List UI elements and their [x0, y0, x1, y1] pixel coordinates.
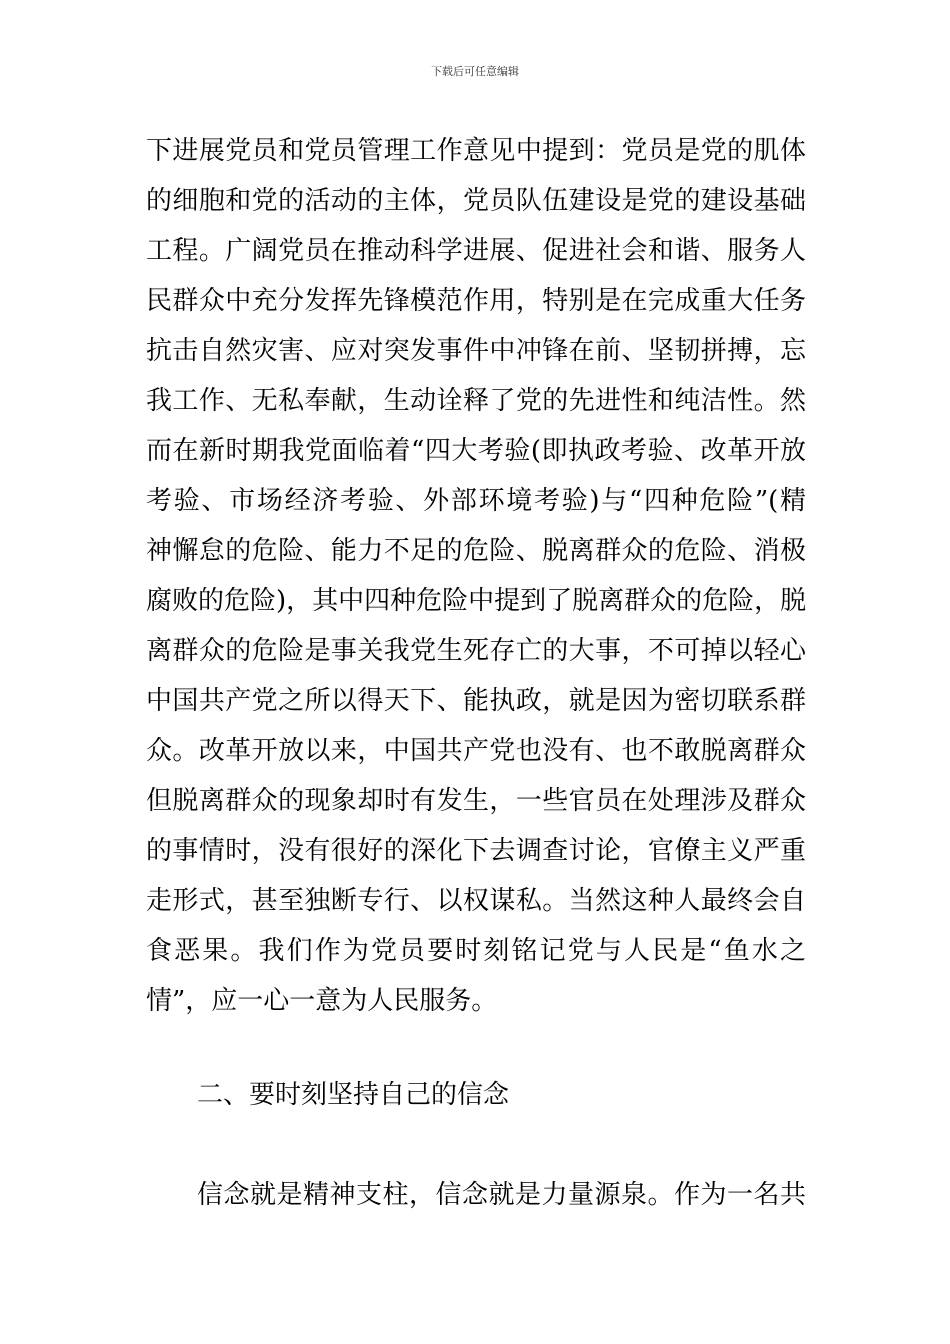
- text-line: 抗击自然灾害、应对突发事件中冲锋在前、坚韧拼搏，忘: [146, 336, 806, 366]
- section-heading: 二、要时刻坚持自己的信念: [197, 1080, 510, 1110]
- text-line: 中国共产党之所以得天下、能执政，就是因为密切联系群: [146, 686, 806, 716]
- text-line: 情”，应一心一意为人民服务。: [146, 986, 498, 1016]
- text-line: 工程。广阔党员在推动科学进展、促进社会和谐、服务人: [146, 236, 806, 266]
- text-line: 但脱离群众的现象却时有发生，一些官员在处理涉及群众: [146, 786, 806, 816]
- text-line: 而在新时期我党面临着“四大考验(即执政考验、改革开放: [146, 436, 806, 466]
- paragraph-2: [197, 1170, 806, 1220]
- text-line: 考验、市场经济考验、外部环境考验)与“四种危险”(精: [146, 486, 806, 516]
- text-line: 走形式，甚至独断专行、以权谋私。当然这种人最终会自: [146, 886, 806, 916]
- page-header: 下载后可任意编辑: [431, 65, 519, 78]
- text-line: 神懈怠的危险、能力不足的危险、脱离群众的危险、消极: [146, 536, 806, 566]
- text-line: 众。改革开放以来，中国共产党也没有、也不敢脱离群众: [146, 736, 806, 766]
- text-line: 下进展党员和党员管理工作意见中提到：党员是党的肌体: [146, 136, 806, 166]
- text-line: 信念就是精神支柱，信念就是力量源泉。作为一名共: [197, 1180, 806, 1210]
- text-line: 我工作、无私奉献，生动诠释了党的先进性和纯洁性。然: [146, 386, 806, 416]
- text-line: 的细胞和党的活动的主体，党员队伍建设是党的建设基础: [146, 186, 806, 216]
- text-line: 腐败的危险)，其中四种危险中提到了脱离群众的危险，脱: [146, 586, 806, 616]
- text-line: 食恶果。我们作为党员要时刻铭记党与人民是“鱼水之: [146, 936, 806, 966]
- text-line: 的事情时，没有很好的深化下去调查讨论，官僚主义严重: [146, 836, 806, 866]
- paragraph-1: [146, 126, 806, 1026]
- text-line: 离群众的危险是事关我党生死存亡的大事，不可掉以轻心: [146, 636, 806, 666]
- text-line: 民群众中充分发挥先锋模范作用，特别是在完成重大任务: [146, 286, 806, 316]
